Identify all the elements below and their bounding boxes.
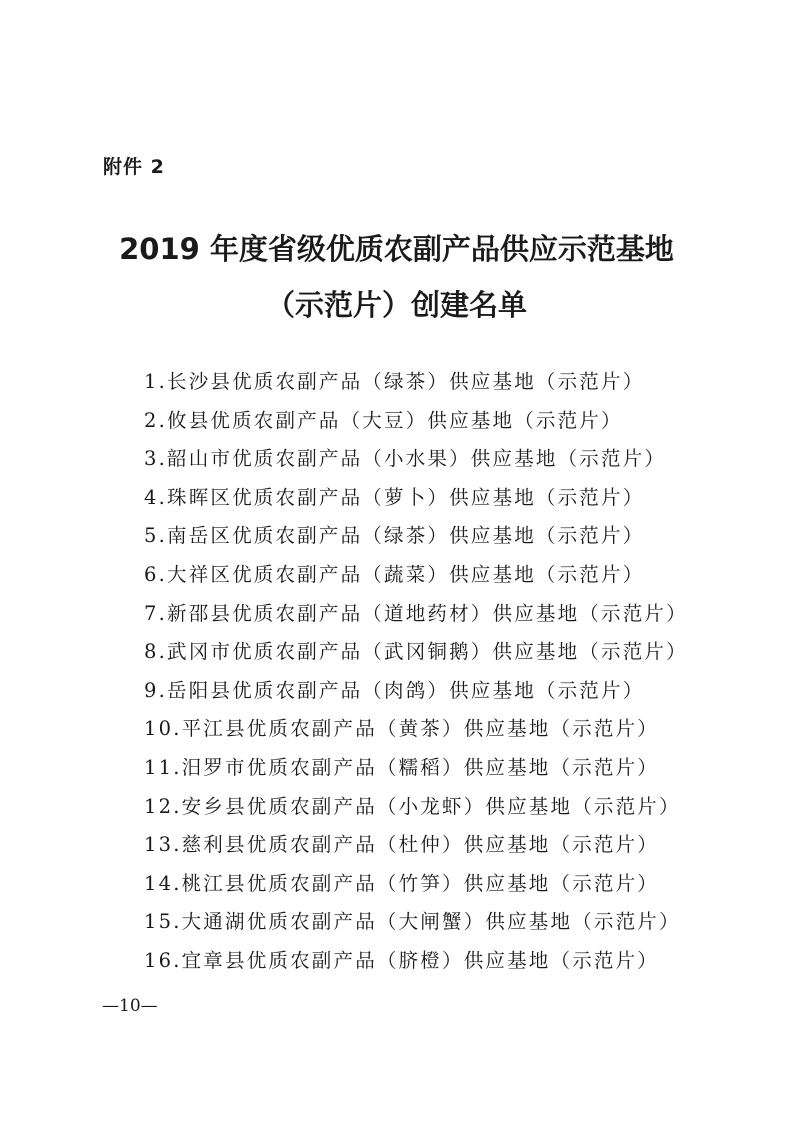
list-item: 3.韶山市优质农副产品（小水果）供应基地（示范片）: [144, 447, 667, 471]
list-item: 6.大祥区优质农副产品（蔬菜）供应基地（示范片）: [144, 562, 645, 586]
page-number: —10—: [102, 996, 158, 1016]
list-item: 7.新邵县优质农副产品（道地药材）供应基地（示范片）: [144, 601, 688, 625]
list-item: 11.汨罗市优质农副产品（糯稻）供应基地（示范片）: [144, 755, 660, 779]
list-item: 10.平江县优质农副产品（黄茶）供应基地（示范片）: [144, 717, 660, 741]
list-item: 5.南岳区优质农副产品（绿茶）供应基地（示范片）: [144, 524, 645, 548]
base-list: [144, 366, 784, 984]
list-item: 14.桃江县优质农副产品（竹笋）供应基地（示范片）: [144, 871, 660, 895]
list-item: 12.安乡县优质农副产品（小龙虾）供应基地（示范片）: [144, 794, 681, 818]
document-title-line-1: 2019 年度省级优质农副产品供应示范基地: [119, 232, 674, 266]
list-item: 2.攸县优质农副产品（大豆）供应基地（示范片）: [144, 408, 623, 432]
list-item: 9.岳阳县优质农副产品（肉鸽）供应基地（示范片）: [144, 678, 645, 702]
list-item: 1.长沙县优质农副产品（绿茶）供应基地（示范片）: [144, 370, 645, 393]
attachment-label: 附件 2: [103, 156, 165, 178]
list-item: 8.武冈市优质农副产品（武冈铜鹅）供应基地（示范片）: [144, 640, 688, 664]
list-item: 13.慈利县优质农副产品（杜仲）供应基地（示范片）: [144, 833, 660, 857]
list-item: 16.宜章县优质农副产品（脐橙）供应基地（示范片）: [144, 948, 660, 972]
list-item: 15.大通湖优质农副产品（大闸蟹）供应基地（示范片）: [144, 910, 681, 934]
document-title-line-2: （示范片）创建名单: [265, 288, 527, 322]
list-item: 4.珠晖区优质农副产品（萝卜）供应基地（示范片）: [144, 485, 645, 509]
